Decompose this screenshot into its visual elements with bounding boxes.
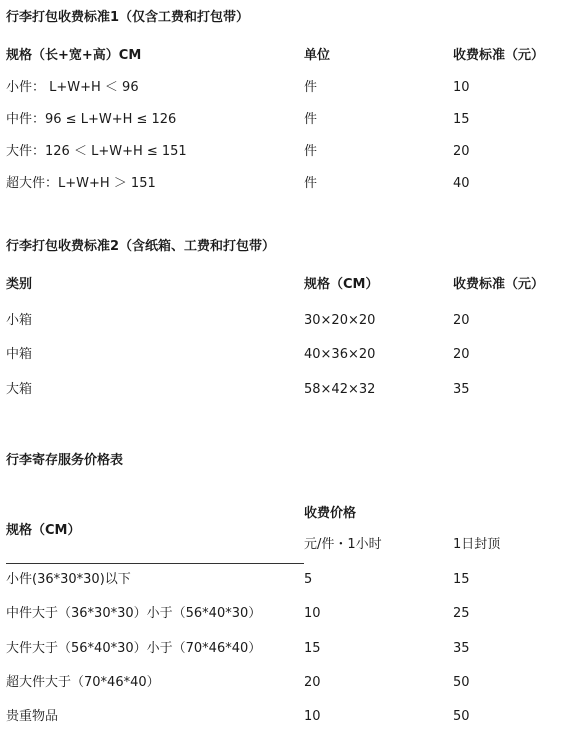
section2-row-2-category: 中箱 <box>6 347 33 362</box>
section3-subheader-hourly: 元/件・1小时 <box>304 537 382 552</box>
section1-row-1-unit: 件 <box>304 80 318 95</box>
section3-row-2-daily-cap: 25 <box>453 606 470 621</box>
section2-row-3-spec: 58×42×32 <box>304 382 376 397</box>
section3-row-5-daily-cap: 50 <box>453 709 470 724</box>
section1-row-1-spec: 小件： L+W+H ＜ 96 <box>6 80 139 95</box>
section2-title: 行李打包收费标准2（含纸箱、工费和打包带） <box>6 239 276 254</box>
section2-row-1-fee: 20 <box>453 313 470 328</box>
section2-header-fee: 收费标准（元） <box>453 277 545 292</box>
section3-row-1-spec: 小件(36*30*30)以下 <box>6 572 131 587</box>
section1-row-4-unit: 件 <box>304 176 318 191</box>
section1-row-2-unit: 件 <box>304 112 318 127</box>
section2-row-3-fee: 35 <box>453 382 470 397</box>
section2-row-3-category: 大箱 <box>6 382 33 397</box>
section1-row-4-fee: 40 <box>453 176 470 191</box>
section3-row-4-daily-cap: 50 <box>453 675 470 690</box>
section1-header-fee: 收费标准（元） <box>453 48 545 63</box>
section1-header-unit: 单位 <box>304 48 331 63</box>
section1-row-2-spec: 中件：96 ≤ L+W+H ≤ 126 <box>6 112 177 127</box>
section1-title: 行李打包收费标准1（仅含工费和打包带） <box>6 10 250 25</box>
section3-row-3-daily-cap: 35 <box>453 641 470 656</box>
section2-row-2-fee: 20 <box>453 347 470 362</box>
section3-subheader-daily-cap: 1日封顶 <box>453 537 501 552</box>
section3-row-2-spec: 中件大于（36*30*30）小于（56*40*30） <box>6 606 262 621</box>
section1-row-3-fee: 20 <box>453 144 470 159</box>
section1-row-3-unit: 件 <box>304 144 318 159</box>
section3-row-5-hourly: 10 <box>304 709 321 724</box>
section3-header-price: 收费价格 <box>304 506 357 521</box>
section1-row-1-fee: 10 <box>453 80 470 95</box>
section3-header-divider <box>6 563 304 564</box>
section3-header-spec: 规格（CM） <box>6 523 81 538</box>
section2-row-2-spec: 40×36×20 <box>304 347 376 362</box>
section3-row-3-hourly: 15 <box>304 641 321 656</box>
section2-header-spec: 规格（CM） <box>304 277 379 292</box>
section3-row-4-hourly: 20 <box>304 675 321 690</box>
section3-row-4-spec: 超大件大于（70*46*40） <box>6 675 160 690</box>
section1-row-3-spec: 大件：126 ＜ L+W+H ≤ 151 <box>6 144 187 159</box>
section3-row-1-hourly: 5 <box>304 572 313 587</box>
section1-row-4-spec: 超大件：L+W+H ＞ 151 <box>6 176 156 191</box>
section3-row-2-hourly: 10 <box>304 606 321 621</box>
section3-row-1-daily-cap: 15 <box>453 572 470 587</box>
section2-row-1-category: 小箱 <box>6 313 33 328</box>
section2-header-category: 类别 <box>6 277 33 292</box>
section3-title: 行李寄存服务价格表 <box>6 453 124 468</box>
section1-header-spec: 规格（长+宽+高）CM <box>6 48 142 63</box>
section1-row-2-fee: 15 <box>453 112 470 127</box>
section3-row-5-spec: 贵重物品 <box>6 709 59 724</box>
section2-row-1-spec: 30×20×20 <box>304 313 376 328</box>
section3-row-3-spec: 大件大于（56*40*30）小于（70*46*40） <box>6 641 262 656</box>
